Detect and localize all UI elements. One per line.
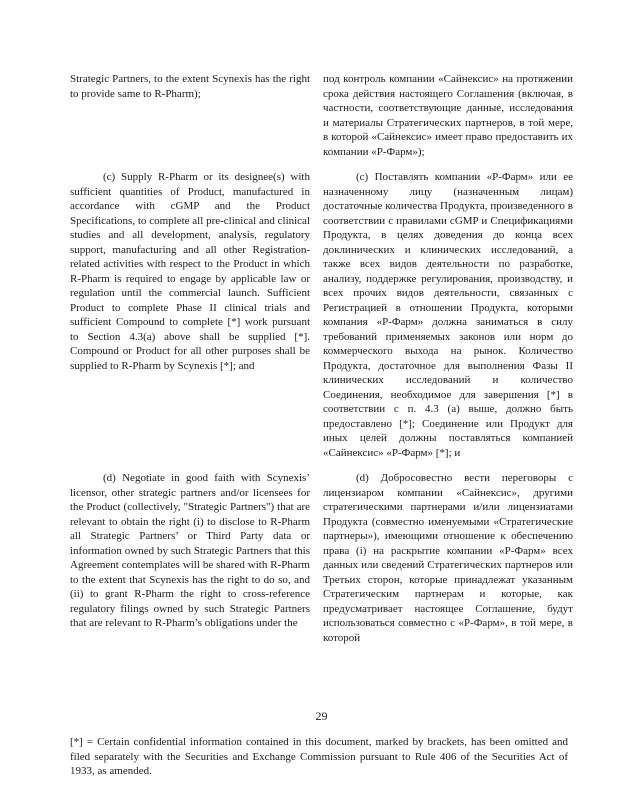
ru-paragraph-c: (с) Поставлять компании «Р-Фарм» или ее назначенному лицу (назначенным лицам) достаточные количества Продукта, произведенного в соответствии с правилами cGMP и Спецификациями Продукта, в целях доведения до конца всех доклинических и клинических исследований, а также всех видов деятельности по разработке, анализу, поддержке регулирования, производству, и всех прочих видов деятельности, связанных с Регистрацией в отношении Продукта, которыми компания «Р-Фарм» должна заниматься в силу требований применяемых законов или норм до коммерческого выхода на рынок. Количество Продукта, достаточное для выполнения Фазы II клинических исследований и количество Соединения, необходимое для завершения [*] в соответствии с п. 4.3 (а) выше, должно быть предоставлено [*]; Соединение или Продукт для иных целей должны поставляться компанией «Сайнексис» «Р-Фарм» [*]; и (323, 171, 573, 459)
bilingual-columns (70, 72, 573, 645)
page-number: 29 (315, 709, 328, 723)
en-paragraph-d: (d) Negotiate in good faith with Scynexis’ licensor, other strategic partners and/or licensees for the Product (collectively, "Strategic Partners") that are relevant to obtain the right (i) to disclose to R-Pharm all Strategic Partners’ or Third Party data or information owned by such Strategic Partners that this Agreement contemplates will be shared with R-Pharm to the extent that Scynexis has the right to do so, and (ii) to grant R-Pharm the right to cross-reference regulatory filings owned by such Strategic Partners that are relevant to R-Pharm’s obligations under the (70, 472, 310, 629)
en-paragraph-c: (c) Supply R-Pharm or its designee(s) with sufficient quantities of Product, manufactured in accordance with cGMP and the Product Specifications, to complete all pre-clinical and clinical studies and all development, analysis, regulatory support, manufacturing and all other Registration-related activities with respect to the Product in which R-Pharm is required to engage by applicable law or regulation until the commercial launch. Sufficient Product to complete Phase II clinical trials and sufficient Compound to complete [*] work pursuant to Section 4.3(a) above shall be supplied [*]. Compound or Product for all other purposes shall be supplied to R-Pharm by Scynexis [*]; and (70, 171, 310, 372)
ru-paragraph-continuation: под контроль компании «Сайнексис» на протяжении срока действия настоящего Соглашения (включая, в частности, соответствующие данные, исследования и материалы Стратегических партнеров, в той мере, в которой «Сайнексис» имеет право предоставить их компании «Р-Фарм»); (323, 73, 573, 158)
en-paragraph-continuation: Strategic Partners, to the extent Scynexis has the right to provide same to R-Pharm); (70, 73, 310, 100)
confidentiality-footnote: [*] = Certain confidential information contained in this document, marked by brackets, has been omitted and filed separately with the Securities and Exchange Commission pursuant to Rule 406 of the Securities Act of 1933, as amended. (70, 736, 568, 777)
ru-paragraph-d: (d) Добросовестно вести переговоры с лицензиаром компании «Сайнексис», другими стратегическими партнерами и/или лицензиатами Продукта (совместно именуемыми «Стратегические партнеры»), имеющими отношение к обеспечению права (i) на раскрытие компании «Р-Фарм» всех данных или сведений Стратегических партнеров или Третьих сторон, которые принадлежат указанным Стратегическим партнерам и которые, как предусматривает настоящее Соглашение, будут использоваться совместно с «Р-Фарм», в той мере, в которой (323, 472, 573, 644)
